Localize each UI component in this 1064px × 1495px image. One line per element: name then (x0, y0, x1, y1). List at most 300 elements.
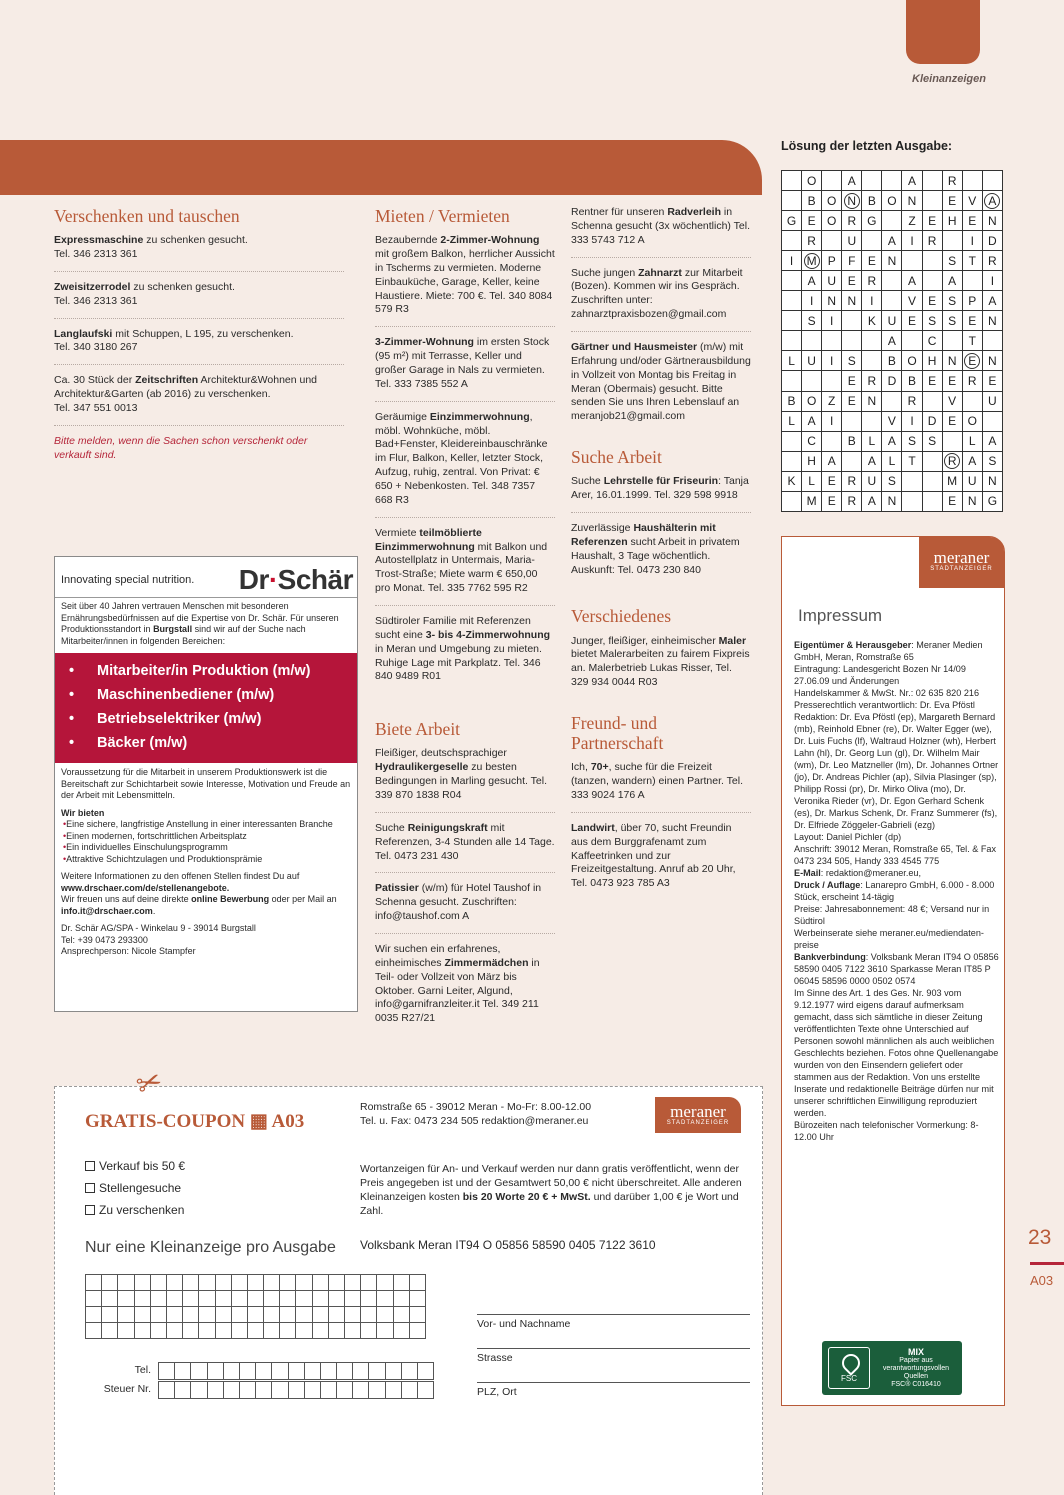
grid-cell[interactable] (215, 1323, 231, 1339)
coupon-title: GRATIS-COUPON ▦ A03 (85, 1111, 305, 1132)
crossword-row (782, 411, 1003, 431)
grid-cell[interactable] (280, 1275, 296, 1291)
grid-cell[interactable] (264, 1291, 280, 1307)
crossword-row (782, 471, 1003, 491)
job-item: • Mitarbeiter/in Produktion (m/w) (63, 659, 349, 683)
ad-list (571, 206, 751, 433)
grid-cell[interactable] (312, 1291, 328, 1307)
crossword-cell: E (842, 391, 862, 411)
city-field[interactable]: PLZ, Ort (477, 1382, 750, 1400)
crossword-cell: H (802, 451, 822, 471)
grid-cell[interactable] (247, 1307, 263, 1323)
crossword-cell: R (902, 391, 922, 411)
grid-cell[interactable] (215, 1307, 231, 1323)
crossword-cell: E (942, 491, 962, 511)
grid-cell[interactable] (272, 1363, 288, 1380)
grid-cell[interactable] (393, 1323, 409, 1339)
crossword-cell: O (802, 391, 822, 411)
fsc-badge (822, 1341, 962, 1395)
crossword-row (782, 431, 1003, 451)
impressum-label: Bankverbindung (794, 952, 866, 962)
crossword-cell (782, 231, 802, 251)
grid-cell[interactable] (199, 1275, 215, 1291)
crossword-cell: E (942, 371, 962, 391)
crossword-cell: E (822, 471, 842, 491)
ad-keyword: 3- bis 4-Zimmerwohnung (425, 628, 551, 641)
crossword-cell: R (962, 371, 982, 391)
grid-cell[interactable] (418, 1363, 434, 1380)
grid-cell[interactable] (150, 1291, 166, 1307)
grid-cell[interactable] (199, 1323, 215, 1339)
ad-list (375, 747, 555, 1035)
crossword-cell: B (882, 351, 902, 371)
grid-cell[interactable] (264, 1323, 280, 1339)
ad-keyword: Einzimmerwohnung (429, 410, 530, 423)
grid-cell[interactable] (183, 1307, 199, 1323)
grid-cell[interactable] (118, 1323, 134, 1339)
crossword-cell: R (862, 371, 882, 391)
crossword-grid (781, 170, 1003, 512)
crossword-cell: K (862, 311, 882, 331)
grid-cell[interactable] (231, 1307, 247, 1323)
grid-cell[interactable] (312, 1275, 328, 1291)
grid-cell[interactable] (345, 1307, 361, 1323)
grid-cell[interactable] (102, 1275, 118, 1291)
crossword-cell: I (822, 351, 842, 371)
crossword-cell: E (982, 371, 1002, 391)
grid-cell[interactable] (280, 1307, 296, 1323)
grid-cell[interactable] (272, 1382, 288, 1399)
grid-cell[interactable] (361, 1291, 377, 1307)
grid-cell[interactable] (134, 1275, 150, 1291)
grid-cell[interactable] (118, 1275, 134, 1291)
crossword-cell: E (942, 191, 962, 211)
grid-cell[interactable] (312, 1307, 328, 1323)
impressum-line: Druck / Auflage: Lanarepro GmbH, 6.000 - 8.000 Stück, erscheint 14-tägig (794, 880, 995, 902)
classified-ad: Gärtner und Hausmeister (m/w) mit Erfahrung und/oder Gärtnerausbildung in Vollzeit von Montag bis Freitag in Meran (Obermais) gesucht. Bitte senden Sie uns Ihren Lebenslauf an meranjob21@gmail.com (571, 341, 751, 423)
grid-cell[interactable] (134, 1323, 150, 1339)
classified-ad: Südtiroler Familie mit Referenzen sucht eine 3- bis 4-Zimmerwohnung in Meran und Umgebung zu mieten. Ruhige Lage mit Parkplatz. Tel. 346 840 9489 R01 (375, 615, 551, 683)
crossword-cell: R (942, 171, 962, 191)
grid-cell[interactable] (118, 1291, 134, 1307)
job-item: • Maschinenbediener (m/w) (63, 683, 349, 707)
crossword-cell: U (802, 351, 822, 371)
crossword-cell (822, 331, 842, 351)
grid-cell[interactable] (385, 1363, 401, 1380)
crossword-cell: R (982, 251, 1002, 271)
offer-item: • Attraktive Schichtzulagen und Produktionsprämie (61, 854, 351, 866)
offer-item: • Eine sichere, langfristige Anstellung in einer interessanten Branche (61, 819, 351, 831)
grid-cell[interactable] (353, 1363, 369, 1380)
grid-cell[interactable] (223, 1382, 239, 1399)
grid-cell[interactable] (150, 1307, 166, 1323)
grid-cell[interactable] (296, 1275, 312, 1291)
grid-cell[interactable] (159, 1382, 175, 1399)
crossword-cell: A (962, 451, 982, 471)
crossword-row (782, 231, 1003, 251)
section-title-partnerschaft: Freund- und Partnerschaft (571, 713, 664, 754)
ad-text-grid[interactable] (85, 1274, 426, 1339)
info-text: Weitere Informationen zu den offenen Stellen findest Du auf www.drschaer.com/de/stellenangebote. Wir freuen uns auf deine direkte online Bewerbung oder per Mail an info.it@drschaer.com. (61, 871, 337, 916)
grid-cell[interactable] (264, 1275, 280, 1291)
crossword-cell: N (942, 351, 962, 371)
grid-cell[interactable] (86, 1291, 102, 1307)
crossword-row (782, 351, 1003, 371)
grid-cell[interactable] (377, 1307, 393, 1323)
section-label: Kleinanzeigen (912, 73, 986, 85)
grid-cell[interactable] (401, 1382, 417, 1399)
grid-cell[interactable] (134, 1307, 150, 1323)
crossword-cell: M (802, 491, 822, 511)
impressum-line: Redaktion: Dr. Eva Pföstl (ep), Margareth Bernard (mb), Reinhold Ebner (re), Dr. Walter Egger (we), Dr. Luis Fuchs (lf), Waltraud Holzner (wh), Herbert Lahn (hl), Dr. Georg Lun (gl), Dr. Wilhelm Mair (wm), Dr. Leo Matzneller (lm), Dr. Johannes Ortner (jo), Dr. Andreas Pichler (ap), Silvia Plasinger (sp), Philipp Rossi (pr), Dr. Mirko Oliva (mo), Dr. Veronika Rieder (vr), Dr. Egon Gerhard Schenk (es), Dr. Markus Schenk, Dr. Franz Summerer (fs), Dr. Elfriede Zöggeler-Gabrieli (ezg) (794, 712, 999, 830)
crossword-cell: N (842, 191, 862, 211)
grid-cell[interactable] (304, 1382, 320, 1399)
grid-cell[interactable] (320, 1382, 336, 1399)
crossword-cell: U (962, 471, 982, 491)
crossword-cell: I (822, 311, 842, 331)
grid-cell[interactable] (215, 1291, 231, 1307)
crossword-cell: U (982, 391, 1002, 411)
ad-keyword: Lehrstelle für Friseurin (603, 475, 719, 488)
company-address: Dr. Schär AG/SPA - Winkelau 9 - 39014 Burgstall Tel: +39 0473 293300 Ansprechperson: Nicole Stampfer (61, 923, 256, 957)
column-verschenken (54, 206, 344, 463)
grid-cell[interactable] (247, 1323, 263, 1339)
grid-cell[interactable] (393, 1291, 409, 1307)
grid-cell[interactable] (328, 1291, 344, 1307)
grid-cell[interactable] (288, 1363, 304, 1380)
grid-cell[interactable] (175, 1363, 191, 1380)
crossword-cell: H (942, 211, 962, 231)
crossword-cell: N (982, 471, 1002, 491)
crossword-cell (922, 251, 942, 271)
offer-list (61, 819, 351, 865)
grid-cell[interactable] (247, 1291, 263, 1307)
crossword-cell: N (862, 391, 882, 411)
street-field[interactable]: Strasse (477, 1348, 750, 1366)
crossword-cell: G (782, 211, 802, 231)
grid-cell[interactable] (377, 1275, 393, 1291)
crossword-cell (902, 331, 922, 351)
coupon-description: Wortanzeigen für An- und Verkauf werden nur dann gratis veröffentlicht, wenn der Preis angegeben ist und der Gesamtwert 50,00 € nicht überschreitet. Alle anderen Kleinanzeigen kosten bis 20 Worte 20 € + MwSt. und darüber 1,00 € je Wort und Zahl. (360, 1163, 742, 1217)
page-number: 23 (1028, 1226, 1052, 1249)
grid-cell[interactable] (369, 1382, 385, 1399)
grid-cell[interactable] (345, 1323, 361, 1339)
crossword-cell: Z (822, 391, 842, 411)
grid-cell[interactable] (102, 1323, 118, 1339)
crossword-cell: U (882, 311, 902, 331)
crossword-cell: I (962, 231, 982, 251)
grid-cell[interactable] (337, 1363, 353, 1380)
grid-cell[interactable] (328, 1275, 344, 1291)
grid-cell[interactable] (409, 1275, 425, 1291)
crossword-cell (922, 491, 942, 511)
ad-list (375, 234, 555, 693)
tax-input-grid[interactable] (158, 1381, 434, 1399)
grid-cell[interactable] (337, 1382, 353, 1399)
crossword-cell: F (842, 251, 862, 271)
grid-cell[interactable] (231, 1275, 247, 1291)
impressum-line: Layout: Daniel Pichler (dp) (794, 832, 902, 842)
ad-keyword: 70+ (590, 761, 609, 774)
grid-cell[interactable] (345, 1275, 361, 1291)
classified-ad: Wir suchen ein erfahrenes, einheimisches Zimmermädchen in Teil- oder Vollzeit von März bis Oktober. Garni Leiter, Algund, info@garnifranzleiter.it Tel. 349 211 0035 R27/21 (375, 943, 540, 1025)
grid-cell[interactable] (239, 1363, 255, 1380)
grid-row (86, 1275, 426, 1291)
grid-cell[interactable] (191, 1382, 207, 1399)
crossword-cell: C (802, 431, 822, 451)
crossword-cell: R (802, 231, 822, 251)
crossword-cell: D (922, 411, 942, 431)
offer-item: • Einen modernen, fortschrittlichen Arbeitsplatz (61, 831, 351, 843)
grid-cell[interactable] (207, 1363, 223, 1380)
grid-cell[interactable] (166, 1291, 182, 1307)
crossword-cell: E (862, 251, 882, 271)
grid-cell[interactable] (296, 1323, 312, 1339)
crossword-cell: E (942, 411, 962, 431)
impressum-line: Presserechtlich verantwortlich: Dr. Eva Pföstl (794, 700, 975, 710)
crossword-cell (922, 391, 942, 411)
grid-cell[interactable] (361, 1275, 377, 1291)
offer-title: Wir bieten (61, 807, 105, 818)
newspaper-icon: ▦ (249, 1111, 268, 1132)
crossword-cell: T (962, 251, 982, 271)
grid-cell[interactable] (150, 1275, 166, 1291)
job-item: • Bäcker (m/w) (63, 731, 349, 755)
crossword-cell: B (902, 371, 922, 391)
ad-keyword: Expressmaschine (54, 234, 144, 247)
crossword-cell (842, 331, 862, 351)
crossword-cell (882, 211, 902, 231)
grid-cell[interactable] (86, 1323, 102, 1339)
grid-cell[interactable] (385, 1382, 401, 1399)
crossword-cell: L (782, 411, 802, 431)
grid-cell[interactable] (231, 1291, 247, 1307)
crossword-cell: U (822, 271, 842, 291)
crossword-cell (902, 251, 922, 271)
grid-cell[interactable] (207, 1382, 223, 1399)
fsc-text: MIX Papier aus verantwortungsvollen Quellen FSC® C016410 (882, 1347, 950, 1389)
crossword-row (782, 331, 1003, 351)
crossword-cell: A (982, 291, 1002, 311)
advert-slogan: Innovating special nutrition. (61, 573, 195, 586)
crossword-cell: H (922, 351, 942, 371)
category-option[interactable]: Stellengesuche (85, 1177, 185, 1199)
offer-item: • Ein individuelles Einschulungsprogramm (61, 842, 351, 854)
crossword-cell (842, 451, 862, 471)
advert-intro: Seit über 40 Jahren vertrauen Menschen mit besonderen Ernährungsbedürfnissen auf die Expertise von Dr. Schär. Für unseren Produktionsstandort in Burgstall sind wir auf der Suche nach Mitarbeiter/innen in folgenden Bereichen: (55, 597, 357, 650)
classified-ad: Bezaubernde 2-Zimmer-Wohnung mit großem Balkon, herrlicher Aussicht in Tscherms zu vermieten. Moderne Einbauküche, Garage, Keller, keine Haustiere. Miete: 700 €. Tel. 340 8084 579 R3 (375, 234, 555, 327)
impressum-line: Eigentümer & Herausgeber: Meraner Medien GmbH, Meran, Romstraße 65 (794, 640, 983, 662)
grid-cell[interactable] (256, 1382, 272, 1399)
grid-cell[interactable] (102, 1291, 118, 1307)
tel-label: Tel. (134, 1364, 151, 1376)
grid-cell[interactable] (183, 1323, 199, 1339)
grid-cell[interactable] (102, 1307, 118, 1323)
grid-cell[interactable] (296, 1307, 312, 1323)
grid-cell[interactable] (377, 1323, 393, 1339)
grid-cell[interactable] (296, 1291, 312, 1307)
crossword-cell: A (902, 271, 922, 291)
grid-cell[interactable] (183, 1275, 199, 1291)
grid-cell[interactable] (320, 1363, 336, 1380)
grid-cell[interactable] (361, 1323, 377, 1339)
ad-list (571, 475, 751, 586)
crossword-cell: G (982, 491, 1002, 511)
crossword-cell: M (802, 251, 822, 271)
grid-cell[interactable] (134, 1291, 150, 1307)
grid-cell[interactable] (361, 1307, 377, 1323)
grid-cell[interactable] (369, 1363, 385, 1380)
checkbox[interactable] (85, 1161, 95, 1171)
crossword-cell: E (802, 211, 822, 231)
checkbox[interactable] (85, 1205, 95, 1215)
crossword-row (782, 451, 1003, 471)
crossword-cell: P (822, 251, 842, 271)
header-band (0, 140, 762, 195)
crossword-cell: E (822, 491, 842, 511)
bank-details: Volksbank Meran IT94 O 05856 58590 0405 7122 3610 (360, 1238, 656, 1252)
grid-cell[interactable] (86, 1307, 102, 1323)
crossword-row (782, 491, 1003, 511)
ad-keyword: Langlaufski (54, 327, 113, 340)
grid-cell[interactable] (199, 1291, 215, 1307)
grid-cell[interactable] (409, 1323, 425, 1339)
classified-ad: Patissier (w/m) für Hotel Taushof in Schenna gesucht. Zuschriften: info@taushof.com A (375, 882, 555, 934)
crossword-cell (822, 231, 842, 251)
crossword-cell: Z (902, 211, 922, 231)
category-option[interactable]: Zu verschenken (85, 1199, 185, 1221)
grid-cell[interactable] (166, 1307, 182, 1323)
grid-cell[interactable] (393, 1275, 409, 1291)
classified-ad: Suche Lehrstelle für Friseurin: Tanja Arer, 16.01.1999. Tel. 329 598 9918 (571, 475, 751, 513)
crossword-cell (782, 271, 802, 291)
grid-cell[interactable] (418, 1382, 434, 1399)
impressum-label: E-Mail (794, 868, 821, 878)
grid-cell[interactable] (353, 1382, 369, 1399)
ad-keyword: teilmöblierte Einzimmerwohnung (375, 526, 482, 553)
grid-cell[interactable] (175, 1382, 191, 1399)
crossword-cell: A (842, 171, 862, 191)
ad-keyword: 3-Zimmer-Wohnung (375, 336, 474, 349)
crossword-cell: E (962, 351, 982, 371)
grid-cell[interactable] (247, 1275, 263, 1291)
crossword-row (782, 311, 1003, 331)
grid-cell[interactable] (86, 1275, 102, 1291)
crossword-cell: E (962, 211, 982, 231)
grid-cell[interactable] (223, 1363, 239, 1380)
classified-ad: Suche Reinigungskraft mit Referenzen, 3-4 Stunden alle 14 Tage. Tel. 0473 231 430 (375, 822, 555, 874)
crossword-cell: B (782, 391, 802, 411)
ad-keyword: Landwirt (571, 821, 615, 834)
crossword-cell: O (882, 191, 902, 211)
crossword-cell: E (842, 271, 862, 291)
crossword-cell: B (862, 191, 882, 211)
crossword-cell (922, 471, 942, 491)
crossword-cell (902, 491, 922, 511)
crossword-cell: A (882, 331, 902, 351)
ad-phone: Tel. 346 2313 361 (54, 247, 138, 260)
crossword-cell: N (902, 191, 922, 211)
crossword-cell (782, 191, 802, 211)
crossword-cell (922, 191, 942, 211)
impressum-line: Eintragung: Landesgericht Bozen Nr 14/09 27.06.09 und Änderungen (794, 664, 966, 686)
grid-cell[interactable] (345, 1291, 361, 1307)
grid-cell[interactable] (191, 1363, 207, 1380)
grid-cell[interactable] (159, 1363, 175, 1380)
grid-cell[interactable] (312, 1323, 328, 1339)
grid-cell[interactable] (280, 1291, 296, 1307)
grid-cell[interactable] (118, 1307, 134, 1323)
crossword-cell (782, 291, 802, 311)
grid-row (86, 1323, 426, 1339)
crossword-cell: S (922, 311, 942, 331)
name-field[interactable]: Vor- und Nachname (477, 1314, 750, 1332)
crossword-cell: V (942, 391, 962, 411)
apply-email-link[interactable]: info.it@drschaer.com (61, 905, 153, 916)
grid-cell[interactable] (215, 1275, 231, 1291)
impressum-label: Druck / Auflage (794, 880, 861, 890)
crossword-cell: R (842, 491, 862, 511)
section-title-mieten: Mieten / Vermieten (375, 206, 510, 226)
grid-cell[interactable] (150, 1323, 166, 1339)
grid-cell[interactable] (409, 1291, 425, 1307)
impressum-line: Bankverbindung: Volksbank Meran IT94 O 05856 58590 0405 7122 3610 Sparkasse Meran IT85 P 06045 58596 0000 0502 0574 (794, 952, 999, 986)
grid-cell[interactable] (393, 1307, 409, 1323)
section-title-verschenken: Verschenken und tauschen (54, 206, 240, 226)
crossword-row (782, 211, 1003, 231)
category-option[interactable]: Verkauf bis 50 € (85, 1155, 185, 1177)
crossword-cell (962, 171, 982, 191)
grid-cell[interactable] (256, 1363, 272, 1380)
impressum-line: Anschrift: 39012 Meran, Romstraße 65, Tel. & Fax 0473 234 505, Handy 333 4545 775 (794, 844, 997, 866)
grid-cell[interactable] (328, 1307, 344, 1323)
grid-cell[interactable] (199, 1307, 215, 1323)
crossword-cell: E (922, 211, 942, 231)
crossword-row (782, 251, 1003, 271)
impressum-box (781, 536, 1005, 1406)
ad-keyword: Hydraulikergeselle (375, 761, 469, 774)
grid-cell[interactable] (239, 1382, 255, 1399)
crossword-cell: S (982, 451, 1002, 471)
grid-cell[interactable] (264, 1307, 280, 1323)
grid-cell[interactable] (280, 1323, 296, 1339)
grid-cell[interactable] (183, 1291, 199, 1307)
grid-cell[interactable] (401, 1363, 417, 1380)
grid-cell[interactable] (166, 1323, 182, 1339)
crossword-cell: A (942, 271, 962, 291)
checkbox[interactable] (85, 1183, 95, 1193)
tel-input-grid[interactable] (158, 1362, 434, 1380)
ad-keyword: Patissier (375, 882, 419, 895)
grid-cell[interactable] (288, 1382, 304, 1399)
grid-cell[interactable] (166, 1275, 182, 1291)
impressum-line: Im Sinne des Art. 1 des Ges. Nr. 903 vom 9.12.1977 wird eigens darauf aufmerksam gemacht, dass sich sämtliche in dieser Zeitung veröffentlichten Texte ohne Unterschied auf Personen sowohl männlichen als auch weiblichen Geschlechts beziehen. Fotos ohne Quellenangabe wurden von den Einsendern geliefert oder stammen aus der Redaktion. Von uns erstellte Inserate und redaktionelle Beiträge dürfen nur mit unserer schriftlichen Einwilligung reproduziert werden. (794, 988, 999, 1118)
tax-label: Steuer Nr. (103, 1383, 151, 1395)
coupon-address: Romstraße 65 - 39012 Meran - Mo-Fr: 8.00-12.00 Tel. u. Fax: 0473 234 505 redaktion@meraner.eu (360, 1101, 592, 1127)
careers-link[interactable]: www.drschaer.com/de/stellenangebote. (61, 882, 230, 893)
crossword-cell (782, 171, 802, 191)
ad-phone: Tel. 347 551 0013 (54, 402, 138, 414)
grid-cell[interactable] (231, 1323, 247, 1339)
grid-cell[interactable] (409, 1307, 425, 1323)
ad-keyword: Radverleih (667, 206, 722, 218)
crossword-cell (982, 171, 1002, 191)
grid-cell[interactable] (328, 1323, 344, 1339)
crossword-cell: E (922, 371, 942, 391)
grid-cell[interactable] (304, 1363, 320, 1380)
grid-cell[interactable] (377, 1291, 393, 1307)
crossword-cell: A (802, 271, 822, 291)
